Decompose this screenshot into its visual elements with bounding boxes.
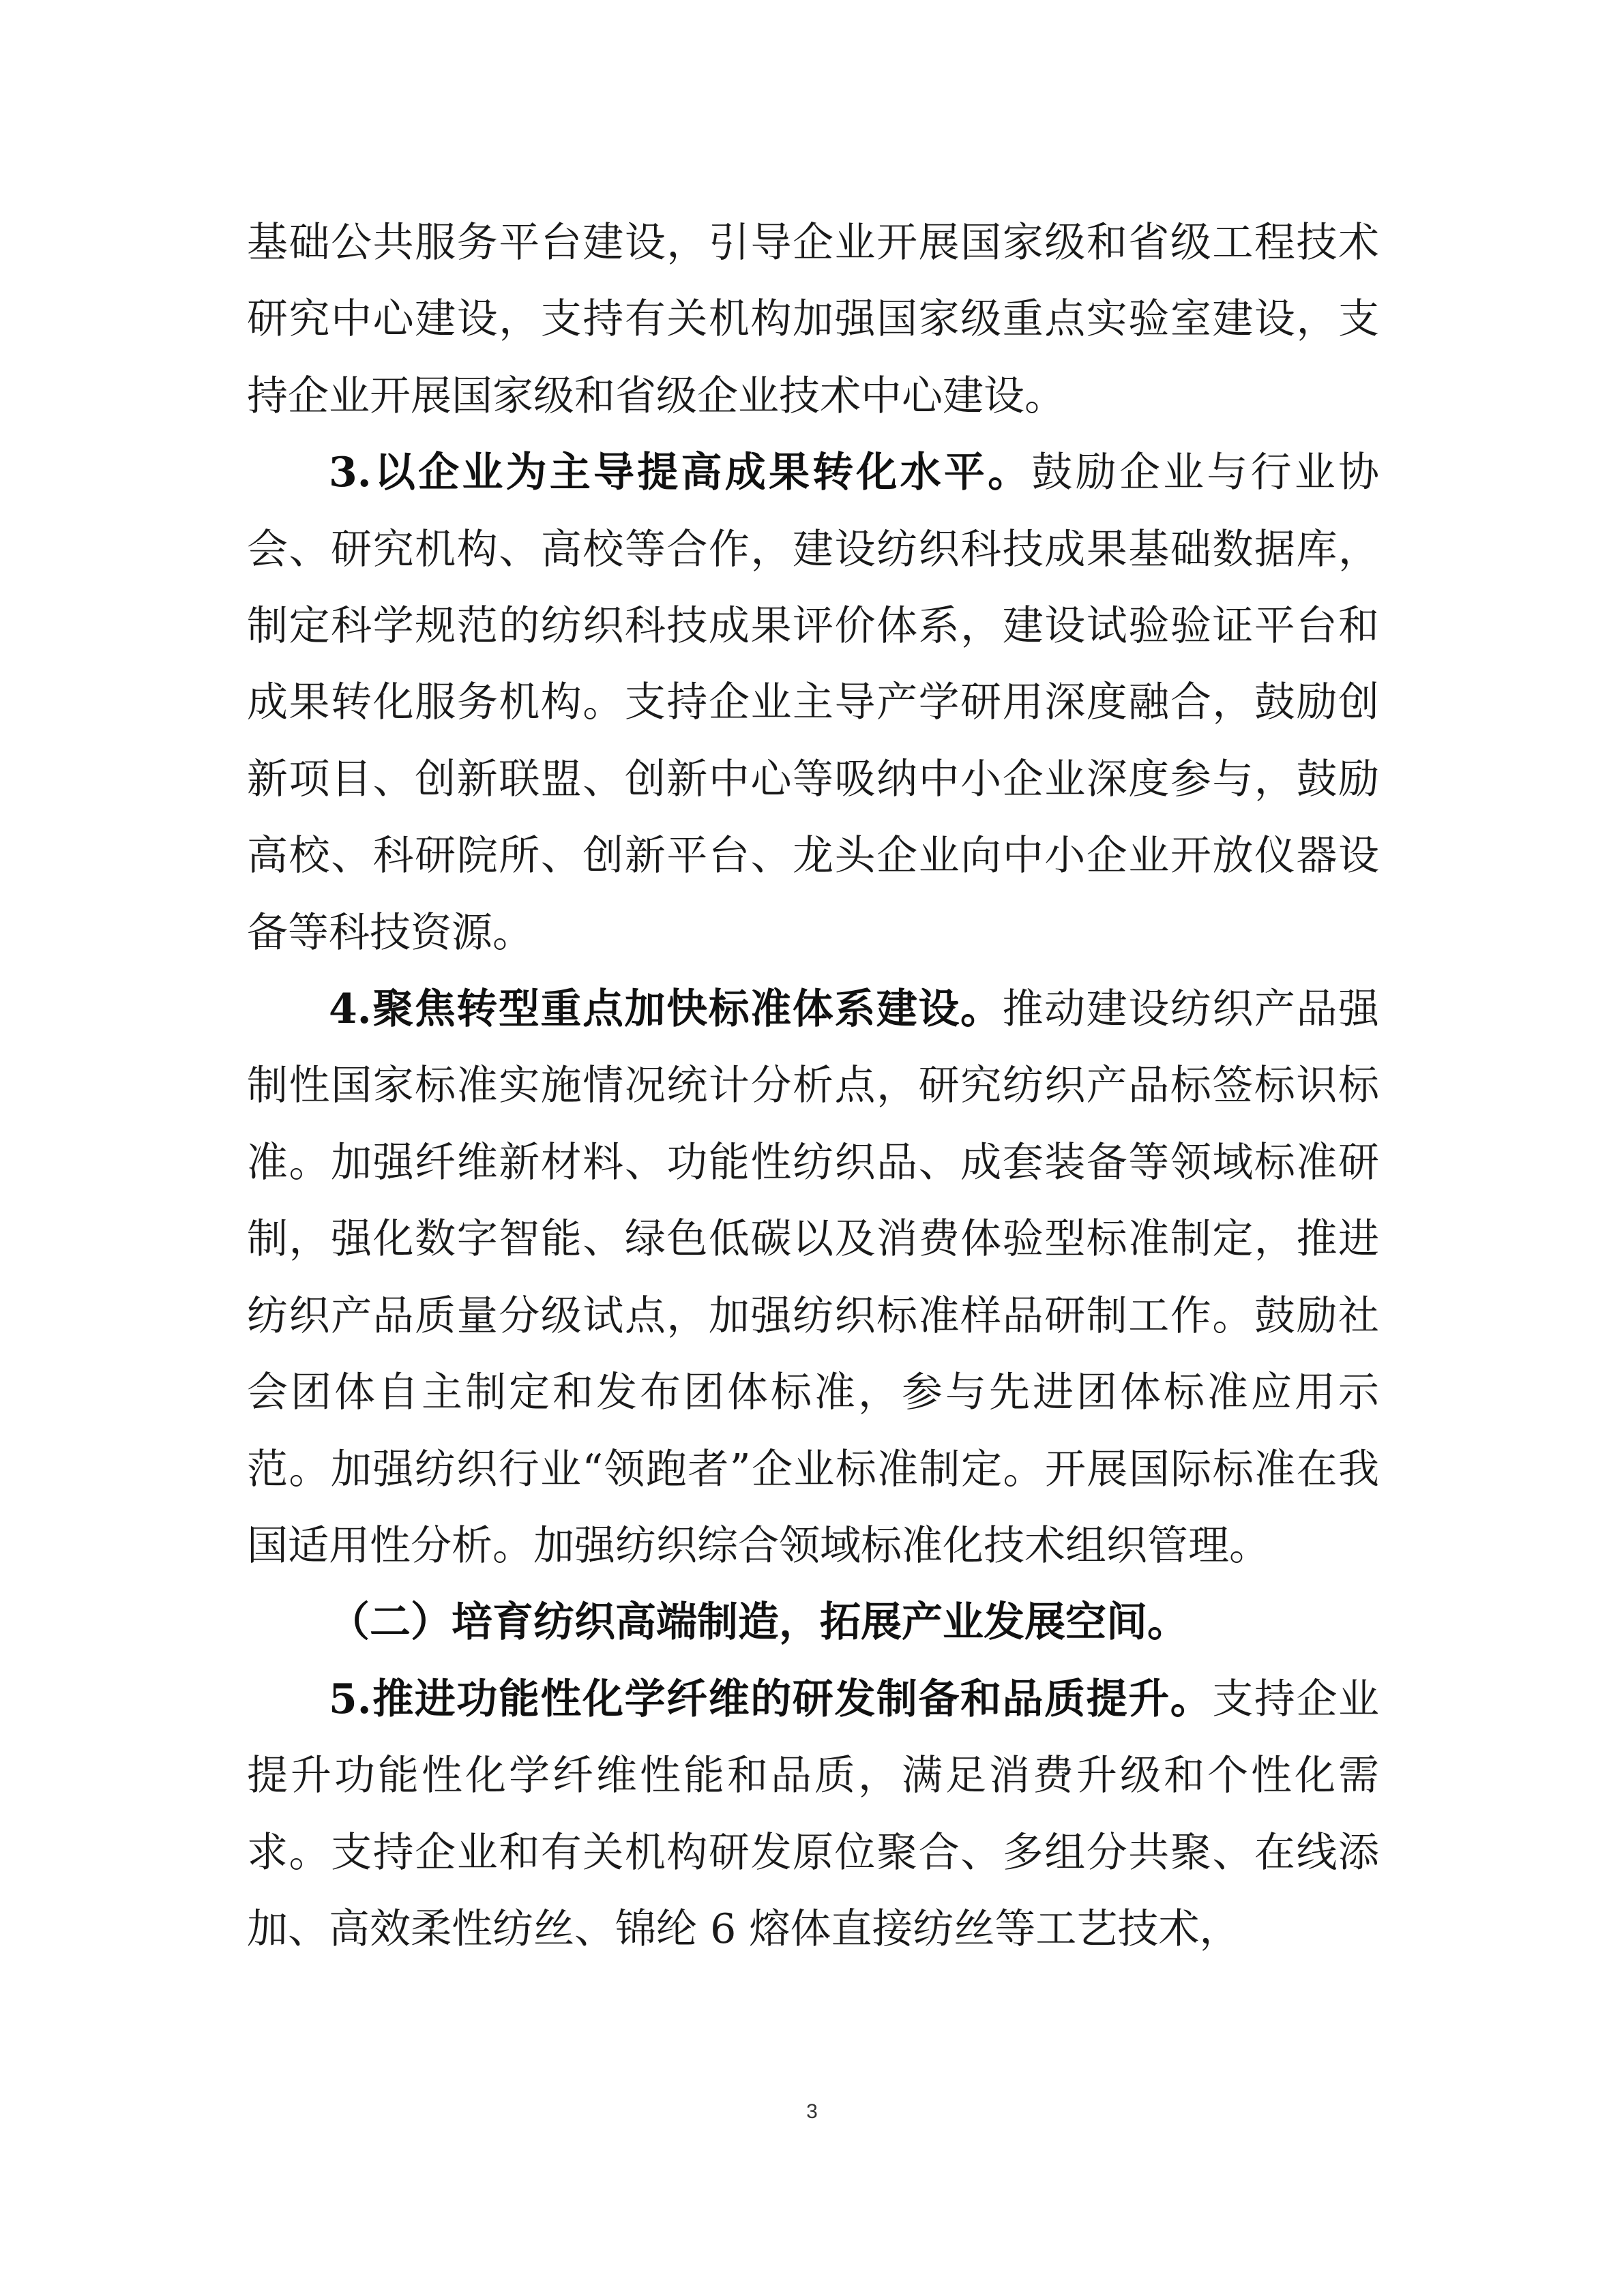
document-body [247, 205, 1379, 1967]
paragraph-text: 基础公共服务平台建设，引导企业开展国家级和省级工程技术研究中心建设，支持有关机构加强国家级重点实验室建设，支持企业开展国家级和省级企业技术中心建设。 [247, 219, 1379, 420]
paragraph-text: 推动建设纺织产品强制性国家标准实施情况统计分析点，研究纺织产品标签标识标准。加强纤维新材料、功能性纺织品、成套装备等领域标准研制，强化数字智能、绿色低碳以及消费体验型标准制定，推进纺织产品质量分级试点，加强纺织标准样品研制工作。鼓励社会团体自主制定和发布团体标准，参与先进团体标准应用示范。加强纺织行业“领跑者”企业标准制定。开展国际标准在我国适用性分析。加强纺织综合领域标准化技术组织管理。 [247, 985, 1379, 1570]
section-heading: （二）培育纺织高端制造，拓展产业发展空间。 [329, 1598, 1188, 1647]
paragraph-lead: 4.聚焦转型重点加快标准体系建设。 [329, 985, 1003, 1034]
paragraph-item-3 [247, 434, 1379, 971]
paragraph-lead: 5.推进功能性化学纤维的研发制备和品质提升。 [329, 1675, 1213, 1723]
paragraph-continuation [247, 205, 1379, 434]
paragraph-lead: 3.以企业为主导提高成果转化水平。 [329, 449, 1032, 497]
paragraph-item-5 [247, 1661, 1379, 1968]
paragraph-item-4 [247, 971, 1379, 1584]
page-number: 3 [806, 2100, 818, 2123]
paragraph-text: 支持企业提升功能性化学纤维性能和品质，满足消费升级和个性化需求。支持企业和有关机构研发原位聚合、多组分共聚、在线添加、高效柔性纺丝、锦纶 6 熔体直接纺丝等工艺技术， [247, 1675, 1379, 1953]
paragraph-text: 鼓励企业与行业协会、研究机构、高校等合作，建设纺织科技成果基础数据库，制定科学规范的纺织科技成果评价体系，建设试验验证平台和成果转化服务机构。支持企业主导产学研用深度融合，鼓励创新项目、创新联盟、创新中心等吸纳中小企业深度参与，鼓励高校、科研院所、创新平台、龙头企业向中小企业开放仪器设备等科技资源。 [247, 449, 1380, 957]
